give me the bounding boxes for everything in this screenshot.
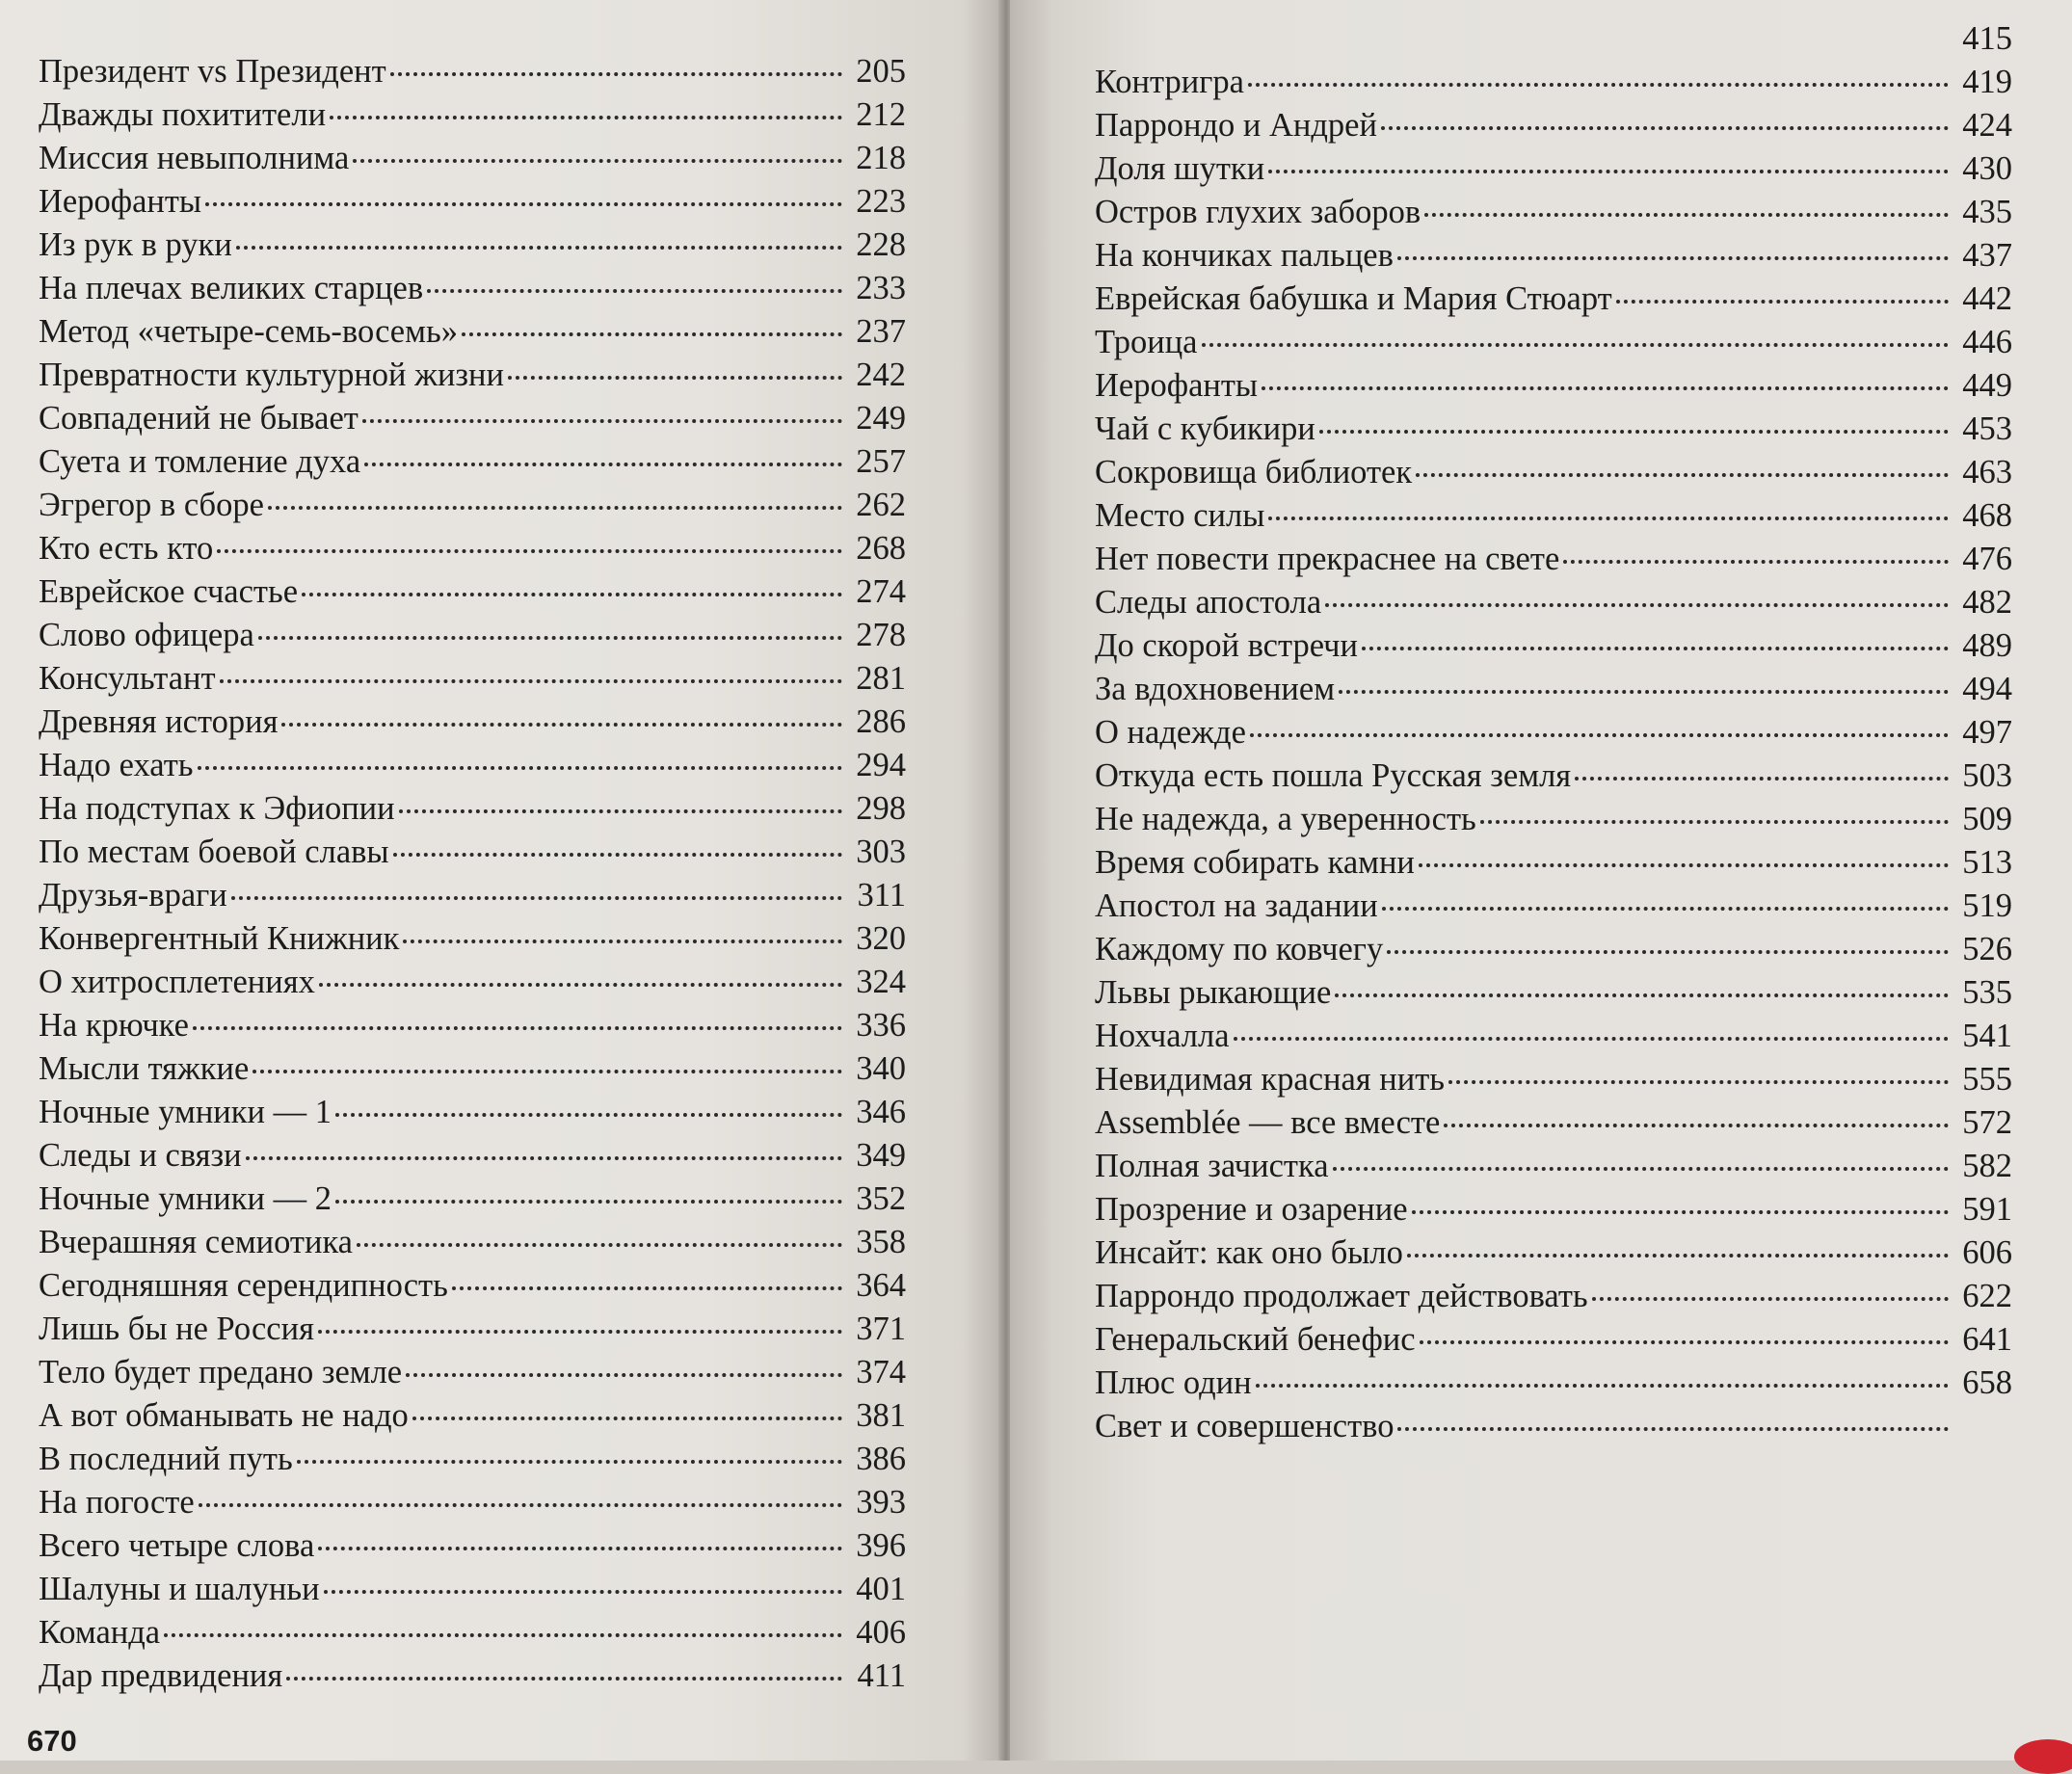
toc-entry: [39, 1221, 906, 1264]
toc-page-number: 340: [856, 1050, 906, 1087]
toc-page-number: 205: [856, 53, 906, 90]
toc-entry-title: До скорой встречи: [1095, 627, 1358, 664]
dot-leader: [252, 1070, 842, 1073]
left-page: [0, 0, 1002, 1761]
dot-leader: [198, 766, 842, 770]
dot-leader: [399, 809, 842, 813]
toc-entry-title: Откуда есть пошла Русская земля: [1095, 757, 1572, 794]
dot-leader: [1563, 560, 1949, 564]
toc-page-number: 268: [856, 530, 906, 567]
toc-entry: [39, 1568, 906, 1611]
dot-leader: [1444, 1124, 1949, 1127]
toc-entry-title: На погосте: [39, 1484, 195, 1521]
bookmark-ribbon: [2014, 1739, 2072, 1774]
toc-entry-title: Нет повести прекраснее на свете: [1095, 541, 1560, 577]
toc-page-number: 415: [1962, 20, 2012, 57]
toc-entry: [39, 180, 906, 224]
toc-page-number: 374: [856, 1354, 906, 1390]
toc-entry: [1095, 494, 2012, 538]
toc-entry-title: Президент vs Президент: [39, 53, 386, 90]
toc-entry-title: Контригра: [1095, 64, 1244, 100]
toc-entry: [1095, 1101, 2012, 1145]
toc-page-number: 622: [1962, 1278, 2012, 1314]
dot-leader: [1325, 603, 1949, 607]
toc-page-number: 435: [1962, 194, 2012, 230]
toc-entry: [39, 1655, 906, 1698]
dot-leader: [1616, 300, 1949, 304]
toc-page-number: 468: [1962, 497, 2012, 534]
toc-entry-title: Вчерашняя семиотика: [39, 1224, 353, 1260]
dot-leader: [246, 1156, 842, 1160]
toc-entry: [39, 1611, 906, 1655]
dot-leader: [1397, 1427, 1949, 1431]
toc-page-number: 411: [857, 1657, 906, 1694]
toc-entry-title: Кто есть кто: [39, 530, 214, 567]
toc-entry: [1095, 1362, 2012, 1405]
toc-entry: [39, 1004, 906, 1047]
toc-entry-title: Остров глухих заборов: [1095, 194, 1421, 230]
dot-leader: [1250, 733, 1949, 737]
toc-entry-title: А вот обманывать не надо: [39, 1397, 409, 1434]
toc-page-number: 212: [856, 96, 906, 133]
toc-entry-title: На кончиках пальцев: [1095, 237, 1394, 274]
toc-entry: [1095, 668, 2012, 711]
dot-leader: [462, 332, 842, 336]
toc-entry-title: Полная зачистка: [1095, 1148, 1329, 1184]
toc-entry: [39, 93, 906, 137]
toc-entry-title: На плечах великих старцев: [39, 270, 424, 306]
toc-page-number: 294: [856, 747, 906, 783]
toc-entry-title: Иерофанты: [1095, 367, 1259, 404]
toc-entry-title: Слово офицера: [39, 617, 254, 653]
toc-entry-title: Невидимая красная нить: [1095, 1061, 1446, 1098]
toc-page-number: 463: [1962, 454, 2012, 490]
toc-page-number: 497: [1962, 714, 2012, 751]
toc-page-number: 237: [856, 313, 906, 350]
toc-entry: [39, 1351, 906, 1394]
toc-page-number: 218: [856, 140, 906, 176]
toc-page-number: 424: [1962, 107, 2012, 144]
toc-entry-title: Львы рыкающие: [1095, 974, 1332, 1011]
toc-entry-title: За вдохновением: [1095, 671, 1336, 707]
toc-entry: [39, 1394, 906, 1438]
toc-page-number: 324: [856, 964, 906, 1000]
dot-leader: [1319, 430, 1949, 434]
toc-entry-title: Миссия невыполнима: [39, 140, 350, 176]
dot-leader: [1335, 993, 1949, 997]
toc-entry-title: Консультант: [39, 660, 216, 697]
toc-entry: [39, 1047, 906, 1091]
dot-leader: [236, 246, 842, 250]
toc-page-number: 249: [856, 400, 906, 437]
toc-entry-title: Дважды похитители: [39, 96, 327, 133]
toc-entry: [1095, 971, 2012, 1015]
toc-entry: [1095, 711, 2012, 755]
toc-entry: [1095, 147, 2012, 191]
dot-leader: [1362, 647, 1949, 650]
toc-entry-title: Assemblée — все вместе: [1095, 1104, 1441, 1141]
toc-entry-title: Ночные умники — 1: [39, 1094, 332, 1130]
dot-leader: [302, 593, 842, 596]
toc-entry-title: Иерофанты: [39, 183, 202, 220]
toc-entry: [1095, 928, 2012, 971]
dot-leader: [335, 1113, 842, 1117]
dot-leader: [1592, 1297, 1949, 1301]
toc-entry: [1095, 278, 2012, 321]
toc-entry: [39, 1178, 906, 1221]
dot-leader: [406, 1373, 842, 1377]
toc-page-number: 242: [856, 357, 906, 393]
toc-page-number: 281: [856, 660, 906, 697]
toc-entry-title: О хитросплетениях: [39, 964, 315, 1000]
toc-page-number: 453: [1962, 410, 2012, 447]
dot-leader: [364, 463, 842, 466]
toc-entry: [39, 50, 906, 93]
dot-leader: [357, 1243, 842, 1247]
toc-entry: [39, 787, 906, 831]
dot-leader: [1262, 386, 1949, 390]
toc-page-number: 228: [856, 226, 906, 263]
toc-page-number: 430: [1962, 150, 2012, 187]
toc-entry-continued: [1095, 17, 2012, 61]
toc-entry-title: Сокровища библиотек: [1095, 454, 1413, 490]
toc-entry: [1095, 885, 2012, 928]
dot-leader: [199, 1503, 842, 1507]
dot-leader: [281, 723, 842, 727]
toc-page-number: 446: [1962, 324, 2012, 360]
toc-page-number: 476: [1962, 541, 2012, 577]
toc-entry: [39, 267, 906, 310]
toc-entry: [39, 397, 906, 440]
toc-entry-title: Конвергентный Книжник: [39, 920, 400, 957]
dot-leader: [319, 983, 842, 987]
toc-page-number: 449: [1962, 367, 2012, 404]
dot-leader: [353, 159, 842, 163]
toc-entry: [1095, 191, 2012, 234]
toc-entry: [1095, 538, 2012, 581]
toc-page-number: 364: [856, 1267, 906, 1304]
toc-page-number: 513: [1962, 844, 2012, 881]
toc-entry: [1095, 364, 2012, 408]
toc-page-number: 320: [856, 920, 906, 957]
toc-entry-title: Паррондо и Андрей: [1095, 107, 1377, 144]
dot-leader: [324, 1590, 842, 1594]
dot-leader: [1333, 1167, 1949, 1171]
toc-entry: [1095, 1015, 2012, 1058]
toc-page-number: 641: [1962, 1321, 2012, 1358]
dot-leader: [318, 1547, 842, 1550]
toc-entry-title: Надо ехать: [39, 747, 194, 783]
dot-leader: [1248, 83, 1949, 87]
toc-entry-title: Еврейская бабушка и Мария Стюарт: [1095, 280, 1612, 317]
dot-leader: [508, 376, 842, 380]
dot-leader: [1382, 907, 1949, 911]
toc-page-number: 274: [856, 573, 906, 610]
dot-leader: [268, 506, 842, 510]
toc-page-number: 503: [1962, 757, 2012, 794]
toc-page-number: 298: [856, 790, 906, 827]
toc-entry: [39, 917, 906, 961]
toc-entry: [1095, 234, 2012, 278]
toc-page-number: 582: [1962, 1148, 2012, 1184]
dot-leader: [231, 896, 842, 900]
toc-entry-title: Не надежда, а уверенность: [1095, 801, 1476, 837]
toc-entry-title: Дар предвидения: [39, 1657, 283, 1694]
toc-page-number: 419: [1962, 64, 2012, 100]
dot-leader: [1480, 820, 1949, 824]
dot-leader: [1397, 256, 1949, 260]
dot-leader: [1202, 343, 1950, 347]
toc-page-number: 346: [856, 1094, 906, 1130]
toc-entry: [1095, 624, 2012, 668]
toc-entry-title: Лишь бы не Россия: [39, 1311, 314, 1347]
dot-leader: [1575, 777, 1949, 781]
toc-entry-title: Прозрение и озарение: [1095, 1191, 1408, 1228]
dot-leader: [1448, 1080, 1949, 1084]
toc-entry-title: Генеральский бенефис: [1095, 1321, 1416, 1358]
toc-page-number: 526: [1962, 931, 2012, 967]
dot-leader: [1416, 473, 1949, 477]
toc-entry-title: Нохчалла: [1095, 1018, 1230, 1054]
toc-entry: [39, 1481, 906, 1524]
toc-entry: [1095, 1405, 2012, 1448]
toc-entry-title: О надежде: [1095, 714, 1246, 751]
toc-entry-title: Друзья-враги: [39, 877, 227, 913]
toc-entry-title: Еврейское счастье: [39, 573, 299, 610]
toc-entry-title: Тело будет предано земле: [39, 1354, 403, 1390]
toc-entry: [1095, 61, 2012, 104]
toc-entry-title: Чай с кубикири: [1095, 410, 1315, 447]
dot-leader: [427, 289, 842, 293]
toc-page-number: 349: [856, 1137, 906, 1174]
toc-page-number: 509: [1962, 801, 2012, 837]
toc-page-number: 494: [1962, 671, 2012, 707]
toc-entry-title: Всего четыре слова: [39, 1527, 315, 1564]
toc-entry: [39, 701, 906, 744]
dot-leader: [1268, 516, 1949, 520]
dot-leader: [412, 1417, 842, 1420]
toc-entry: [1095, 1318, 2012, 1362]
dot-leader: [1407, 1254, 1949, 1258]
toc-page-number: 658: [1962, 1364, 2012, 1401]
toc-page-number: 555: [1962, 1061, 2012, 1098]
toc-entry: [39, 137, 906, 180]
toc-page-number: 303: [856, 834, 906, 870]
toc-entry-title: Из рук в руки: [39, 226, 232, 263]
toc-entry-title: Метод «четыре-семь-восемь»: [39, 313, 458, 350]
toc-entry-title: Место силы: [1095, 497, 1265, 534]
toc-entry: [39, 614, 906, 657]
toc-entry-title: Инсайт: как оно было: [1095, 1234, 1403, 1271]
toc-entry-title: На крючке: [39, 1007, 189, 1044]
toc-entry: [1095, 1231, 2012, 1275]
toc-page-number: 519: [1962, 887, 2012, 924]
toc-page-number: 257: [856, 443, 906, 480]
toc-entry-title: Древняя история: [39, 703, 279, 740]
toc-page-number: 489: [1962, 627, 2012, 664]
toc-entry: [1095, 798, 2012, 841]
toc-entry: [39, 657, 906, 701]
toc-page-number: 371: [856, 1311, 906, 1347]
dot-leader: [1339, 690, 1949, 694]
dot-leader: [1097, 40, 1949, 43]
toc-entry-title: Следы апостола: [1095, 584, 1322, 621]
toc-page-number: 352: [856, 1180, 906, 1217]
toc-page-number: 233: [856, 270, 906, 306]
dot-leader: [1412, 1210, 1949, 1214]
toc-entry: [39, 527, 906, 570]
dot-leader: [1420, 1340, 1949, 1344]
toc-entry: [1095, 1145, 2012, 1188]
toc-entry: [39, 310, 906, 354]
toc-page-number: 336: [856, 1007, 906, 1044]
toc-entry: [39, 1264, 906, 1308]
dot-leader: [193, 1026, 842, 1030]
toc-page-number: 386: [856, 1441, 906, 1477]
dot-leader: [164, 1633, 842, 1637]
dot-leader: [403, 940, 842, 943]
toc-entry-title: Апостол на задании: [1095, 887, 1378, 924]
toc-entry: [1095, 451, 2012, 494]
toc-entry-title: В последний путь: [39, 1441, 293, 1477]
toc-page-number: 437: [1962, 237, 2012, 274]
toc-entry: [39, 744, 906, 787]
toc-entry: [1095, 581, 2012, 624]
toc-page-number: 606: [1962, 1234, 2012, 1271]
toc-page-number: 442: [1962, 280, 2012, 317]
dot-leader: [205, 202, 842, 206]
dot-leader: [335, 1200, 842, 1204]
dot-leader: [1268, 170, 1949, 173]
toc-entry: [1095, 1275, 2012, 1318]
toc-list-right: [1095, 17, 2012, 1448]
toc-entry: [1095, 755, 2012, 798]
toc-page-number: 262: [856, 487, 906, 523]
toc-entry: [1095, 104, 2012, 147]
toc-entry: [39, 484, 906, 527]
toc-page-number: 591: [1962, 1191, 2012, 1228]
toc-entry-title: Паррондо продолжает действовать: [1095, 1278, 1588, 1314]
toc-entry-title: Эгрегор в сборе: [39, 487, 264, 523]
right-page: [1010, 0, 2072, 1761]
toc-entry: [39, 570, 906, 614]
toc-entry: [39, 354, 906, 397]
toc-entry: [39, 831, 906, 874]
toc-page-number: 223: [856, 183, 906, 220]
toc-entry-title: Шалуны и шалуньи: [39, 1571, 320, 1607]
toc-entry: [1095, 1188, 2012, 1231]
dot-leader: [362, 419, 842, 423]
toc-page-number: 572: [1962, 1104, 2012, 1141]
toc-entry-title: Команда: [39, 1614, 161, 1651]
toc-page-number: 541: [1962, 1018, 2012, 1054]
dot-leader: [1256, 1384, 1949, 1388]
toc-entry-title: Троица: [1095, 324, 1198, 360]
toc-list-left: [39, 50, 906, 1698]
toc-page-number: 535: [1962, 974, 2012, 1011]
toc-entry-title: Сегодняшняя серендипность: [39, 1267, 448, 1304]
toc-page-number: 396: [856, 1527, 906, 1564]
dot-leader: [1234, 1037, 1949, 1041]
toc-page-number: 358: [856, 1224, 906, 1260]
toc-entry: [39, 874, 906, 917]
toc-entry: [1095, 321, 2012, 364]
toc-entry: [1095, 408, 2012, 451]
toc-entry-title: Плюс один: [1095, 1364, 1252, 1401]
toc-page-number: 393: [856, 1484, 906, 1521]
toc-entry-title: Ночные умники — 2: [39, 1180, 332, 1217]
dot-leader: [318, 1330, 842, 1334]
page-number: 670: [27, 1724, 77, 1758]
dot-leader: [1381, 126, 1949, 130]
dot-leader: [286, 1677, 842, 1681]
toc-page-number: 286: [856, 703, 906, 740]
toc-entry: [39, 1091, 906, 1134]
toc-page-number: 401: [856, 1571, 906, 1607]
toc-entry-title: Превратности культурной жизни: [39, 357, 504, 393]
toc-page-number: 381: [856, 1397, 906, 1434]
dot-leader: [1387, 950, 1949, 954]
toc-entry-title: Совпадений не бывает: [39, 400, 359, 437]
toc-entry: [1095, 1058, 2012, 1101]
dot-leader: [393, 853, 842, 857]
toc-entry: [39, 1134, 906, 1178]
toc-page-number: 482: [1962, 584, 2012, 621]
dot-leader: [1419, 863, 1949, 867]
toc-entry-title: Свет и совершенство: [1095, 1408, 1395, 1444]
toc-page-number: 278: [856, 617, 906, 653]
toc-entry-title: Доля шутки: [1095, 150, 1265, 187]
toc-page-number: 406: [856, 1614, 906, 1651]
toc-entry-title: Следы и связи: [39, 1137, 242, 1174]
toc-entry-title: Мысли тяжкие: [39, 1050, 250, 1087]
toc-entry: [39, 961, 906, 1004]
toc-entry: [39, 224, 906, 267]
dot-leader: [297, 1460, 842, 1464]
toc-entry: [1095, 841, 2012, 885]
dot-leader: [330, 116, 842, 119]
dot-leader: [390, 72, 842, 76]
toc-page-number: 311: [857, 877, 906, 913]
toc-entry: [39, 1438, 906, 1481]
dot-leader: [1424, 213, 1949, 217]
toc-entry-title: Время собирать камни: [1095, 844, 1415, 881]
dot-leader: [217, 549, 842, 553]
dot-leader: [258, 636, 842, 640]
toc-entry: [39, 440, 906, 484]
toc-entry: [39, 1524, 906, 1568]
dot-leader: [220, 679, 842, 683]
toc-entry-title: Суета и томление духа: [39, 443, 361, 480]
dot-leader: [452, 1286, 842, 1290]
toc-entry-title: По местам боевой славы: [39, 834, 389, 870]
toc-entry: [39, 1308, 906, 1351]
toc-entry-title: На подступах к Эфиопии: [39, 790, 395, 827]
toc-entry-title: Каждому по ковчегу: [1095, 931, 1384, 967]
